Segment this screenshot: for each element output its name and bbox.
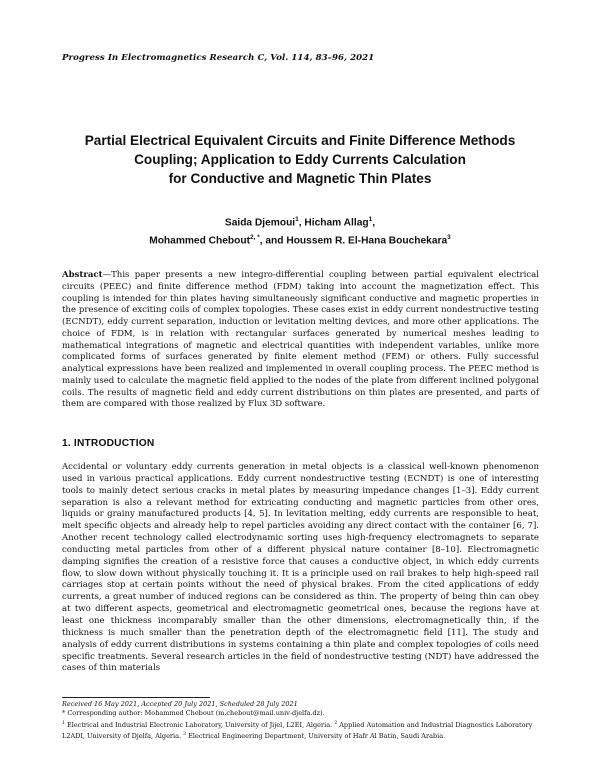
abstract-label: Abstract: [62, 270, 103, 280]
title-line-1: Partial Electrical Equivalent Circuits and Finite Difference Methods: [84, 133, 516, 148]
footnote-divider: [62, 697, 210, 698]
affiliation-mark: 2: [334, 720, 338, 726]
author-line-2: [60, 230, 540, 248]
journal-citation: Progress In Electromagnetics Research C, Vol. 114, 83–96, 2021: [62, 53, 375, 63]
paper-title: [40, 131, 560, 188]
title-line-3: for Conductive and Magnetic Thin Plates: [168, 171, 432, 186]
abstract-text: —This paper presents a new integro-differential coupling between partial equivalent electrical circuits (PEEC) and finite difference method (FDM) taking into account the magnetization effect. This coupling is intended for thin plates having simultaneously significant conductive and magnetic properties in the presence of exciting coils of complex topologies. These cases exist in eddy current nondestructive testing (ECNDT), eddy current separation, induction or levitation melting devices, and more other applications. The choice of FDM, is in relation with rectangular surfaces generated by numerical meshes leading to mathematical integrations of magnetic and electrical quantities with independent variables, unlike more complicated forms of surfaces generated by finite element method (FEM) or others. Fully successful analytical expressions have been realized and implemented in overall coupling process. The PEEC method is mainly used to calculate the magnetic field applied to the nodes of the plate from different inclined polygonal coils. The results of magnetic field and eddy current distributions on thin plates are presented, and parts of them are compared with those realized by Flux 3D software.: [62, 270, 539, 410]
footnotes: [62, 700, 539, 742]
author-list: [60, 212, 540, 249]
author-affiliation-mark: 1: [295, 216, 299, 223]
received-dates: Received 16 May 2021, Accepted 20 July 2021, Scheduled 28 July 2021: [62, 700, 298, 708]
author-name: Mohammed Chebout: [149, 235, 250, 247]
section-heading: 1. INTRODUCTION: [62, 438, 155, 449]
abstract: [62, 270, 539, 411]
author-separator: , and: [259, 235, 287, 247]
title-line-2: Coupling; Application to Eddy Currents Calculation: [134, 152, 466, 167]
affiliation-mark: 3: [183, 732, 187, 738]
affiliation-mark: 1: [62, 720, 65, 726]
affiliation-3: Electrical Engineering Department, University of Hafr Al Batin, Saudi Arabia.: [186, 732, 446, 741]
author-name: Houssem R. El-Hana Bouchekara: [286, 235, 448, 247]
author-name: Hicham Allag: [304, 217, 369, 229]
affiliations: [62, 719, 539, 742]
author-affiliation-mark: 3: [447, 234, 451, 242]
affiliation-1: Electrical and Industrial Electronic Laboratory, University of Jijel, L2EI, Algeria.: [64, 720, 333, 729]
author-affiliation-mark: 1: [368, 216, 373, 223]
author-separator: ,: [298, 217, 305, 229]
introduction-paragraph: Accidental or voluntary eddy currents generation in metal objects is a classical well-known phenomenon used in various practical applications. Eddy current nondestructive testing (ECNDT) is one of interesting tools to mainly detect serious cracks in metal plates by measuring impedance changes [1–3]. Eddy current separation is also a relevant method for extricating conducting and magnetic particles from other ores, liquids or grainy manufactured products [4, 5]. In levitation melting, eddy currents are responsible to heat, melt specific objects and already help to repel particles avoiding any direct contact with the container [6, 7]. Another recent technology called electrodynamic sorting uses high-frequency electromagnets to separate conducting metal particles from other of a different physical nature container [8–10]. Electromagnetic damping signifies the creation of a resistive force that causes a conductive object, in which eddy currents flow, to slow down without physically touching it. It is a principle used on rail brakes to help high-speed rail carriages stop at certain points without the need of physical brakes. From the cited applications of eddy currents, a great number of induced regions can be considered as thin. The property of being thin can obey at two different aspects, geometrical and electromagnetic geometrical ones, because the regions have at least one thickness incomparably smaller than the other dimensions, electromagnetically thin, if the thickness is much smaller than the penetration depth of the electromagnetic field [11]. The study and analysis of eddy current distributions in systems containing a thin plate and complex topologies of coils need specific treatments. Several research articles in the field of nondestructive testing (NDT) have addressed the cases of thin materials: [62, 462, 539, 674]
author-line-1: Saida Djemoui$^1$, Hicham Allag$^1$,: [224, 216, 376, 229]
affiliation-2: Applied Automation and Industrial Diagnostics Laboratory L2ADI, University of Djelfa, Algeria.: [62, 720, 533, 741]
author-name: Saida Djemoui: [224, 217, 296, 229]
author-affiliation-mark: 2, *: [249, 234, 260, 242]
corresponding-author: * Corresponding author: Mohammed Chebout (m.chebout@mail.univ-djelfa.dz).: [62, 709, 325, 718]
